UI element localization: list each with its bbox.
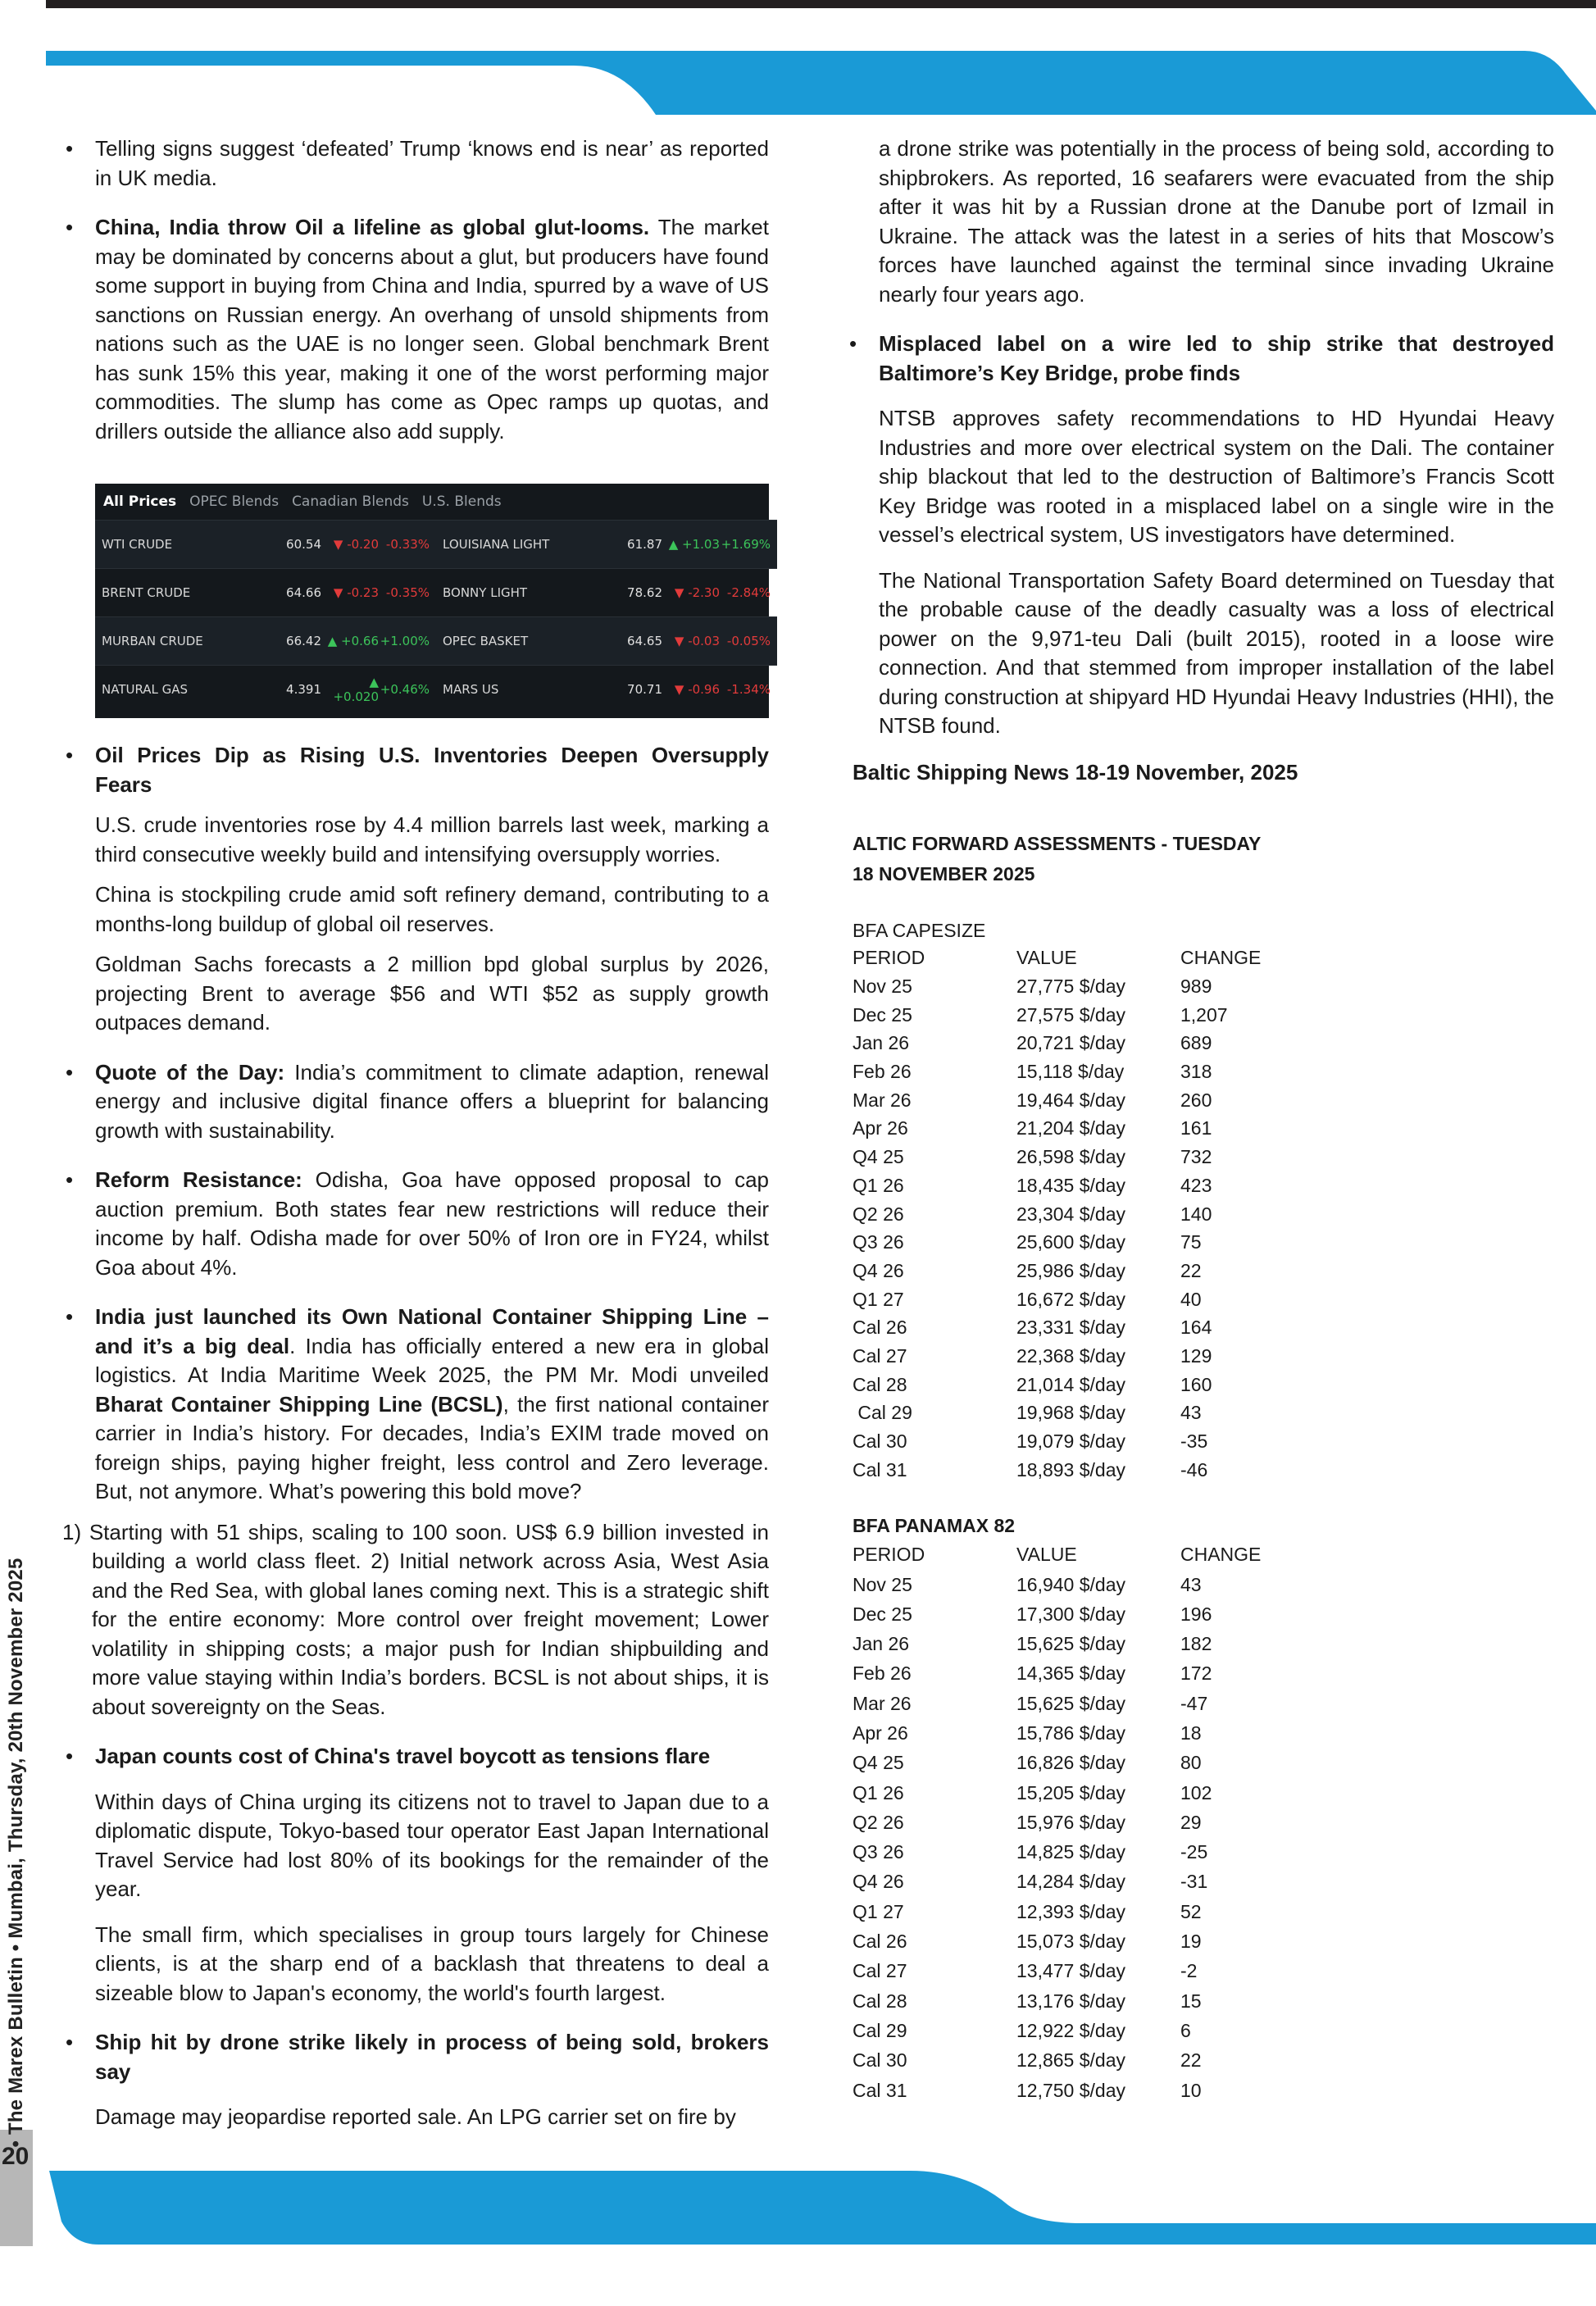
oil-price: 4.391 bbox=[286, 682, 321, 697]
oil-name: OPEC BASKET bbox=[443, 634, 529, 648]
value-cell: 15,073 $/day bbox=[1016, 1931, 1126, 1953]
headline: India just launched its Own National Container Shipping Line – and it’s a big deal bbox=[95, 1304, 769, 1358]
value-cell: 15,786 $/day bbox=[1016, 1722, 1126, 1744]
value-cell: 17,300 $/day bbox=[1016, 1603, 1126, 1625]
oil-percent: +1.00% bbox=[380, 634, 430, 648]
paragraph: The National Transportation Safety Board determined on Tuesday that the probable cause of the deadly casualty was a loss of electrical power on the 9,971-teu Dali (built 2015), rooted in a loose wire connection. And that stemmed from improper installation of the label during construction at shipyard HD Hyundai Heavy Industries (HHI), the NTSB found. bbox=[879, 567, 1554, 738]
value-cell: 15,118 $/day bbox=[1016, 1061, 1125, 1083]
body-text: India’s commitment to climate adaption, renewal energy and inclusive digital finance offers a blueprint for balancing growth with sustainability. bbox=[95, 1059, 769, 1143]
up-arrow-icon: ▲ bbox=[369, 675, 379, 689]
oil-change bbox=[662, 634, 720, 648]
table-row bbox=[853, 1897, 1261, 1926]
oil-change bbox=[662, 537, 720, 552]
running-footer: • The Marex Bulletin • Mumbai, Thursday, 20th November 2025 bbox=[5, 1558, 27, 2148]
change-cell: 1,207 bbox=[1180, 1003, 1228, 1026]
headline: Oil Prices Dip as Rising U.S. Inventories Deepen Oversupply Fears bbox=[95, 743, 769, 797]
value-cell: 12,922 $/day bbox=[1016, 2019, 1126, 2041]
headline: Japan counts cost of China's travel boycott as tensions flare bbox=[95, 1744, 711, 1768]
page-number: 20 bbox=[2, 2143, 30, 2170]
down-arrow-icon: ▼ bbox=[333, 537, 343, 552]
period-cell: Nov 25 bbox=[853, 976, 912, 998]
oil-price: 64.66 bbox=[286, 585, 321, 600]
value-cell: 15,205 $/day bbox=[1016, 1781, 1126, 1803]
period-cell: Cal 27 bbox=[853, 1960, 907, 1982]
value-cell: 18,435 $/day bbox=[1016, 1174, 1126, 1196]
period-cell: Q3 26 bbox=[853, 1841, 904, 1863]
change-cell: 18 bbox=[1180, 1722, 1202, 1744]
change-cell: -35 bbox=[1180, 1430, 1208, 1453]
tab-all-prices: All Prices bbox=[103, 493, 177, 510]
table-row bbox=[853, 1115, 1261, 1144]
paragraph: NTSB approves safety recommendations to HD Hyundai Heavy Industries and more over electrical system on the Dali. The container ship blackout that led to the destruction of Baltimore’s Francis Scott Key Bridge was rooted in a misplaced label on a single wire in the vessel’s electrical system, US investigators have determined. bbox=[879, 406, 1554, 547]
oil-grid bbox=[95, 520, 769, 713]
period-cell: Jan 26 bbox=[853, 1032, 910, 1054]
value-cell: 16,826 $/day bbox=[1016, 1752, 1126, 1774]
paragraph: China is stockpiling crude amid soft refinery demand, contributing to a months-long buildup of global oil reserves. bbox=[95, 882, 769, 936]
header-value: VALUE bbox=[1016, 947, 1077, 969]
oil-name: WTI CRUDE bbox=[102, 537, 173, 552]
value-cell: 19,968 $/day bbox=[1016, 1402, 1126, 1424]
period-cell: Cal 30 bbox=[853, 2049, 907, 2072]
value-cell: 12,865 $/day bbox=[1016, 2049, 1126, 2072]
oil-percent: +0.46% bbox=[380, 682, 430, 697]
table-row bbox=[853, 1986, 1261, 2016]
oil-price: 66.42 bbox=[286, 634, 321, 648]
oil-name: BRENT CRUDE bbox=[102, 585, 191, 600]
value-cell: 14,365 $/day bbox=[1016, 1662, 1126, 1685]
oil-change-value: +0.66 bbox=[341, 634, 379, 648]
value-cell: 23,304 $/day bbox=[1016, 1203, 1126, 1225]
table-row bbox=[853, 1086, 1261, 1115]
period-cell: Mar 26 bbox=[853, 1089, 912, 1111]
news-item-quote bbox=[66, 1058, 769, 1146]
change-cell: 196 bbox=[1180, 1603, 1212, 1625]
body-text: Odisha, Goa have opposed proposal to cap auction premium. Both states fear new restrictions will reduce their income by half. Odisha made for over 50% of Iron ore in FY24, whilst Goa about 4%. bbox=[95, 1167, 769, 1280]
oil-change-value: -2.30 bbox=[688, 585, 720, 600]
oil-change bbox=[321, 585, 379, 600]
oil-percent: -1.34% bbox=[726, 682, 771, 697]
table-row bbox=[853, 1659, 1261, 1689]
table-row bbox=[853, 1599, 1261, 1629]
change-cell: 989 bbox=[1180, 976, 1212, 998]
table-row bbox=[853, 1171, 1261, 1200]
oil-change bbox=[321, 634, 379, 648]
period-cell: Q1 27 bbox=[853, 1900, 904, 1922]
period-cell: Cal 26 bbox=[853, 1931, 907, 1953]
down-arrow-icon: ▼ bbox=[333, 585, 343, 600]
oil-row bbox=[95, 665, 436, 713]
period-cell: Cal 29 bbox=[853, 2019, 907, 2041]
period-cell: Apr 26 bbox=[853, 1722, 908, 1744]
change-cell: 318 bbox=[1180, 1061, 1212, 1083]
capesize-rows bbox=[853, 972, 1261, 1484]
table-row bbox=[853, 1570, 1261, 1599]
change-cell: 260 bbox=[1180, 1089, 1212, 1111]
table-row bbox=[853, 2046, 1261, 2076]
change-cell: 22 bbox=[1180, 2049, 1202, 2072]
value-cell: 13,477 $/day bbox=[1016, 1960, 1126, 1982]
body-text: . India has officially entered a new era in global logistics. At India Maritime Week 2025, the PM Mr. Modi unveiled bbox=[95, 1333, 769, 1387]
value-cell: 21,204 $/day bbox=[1016, 1117, 1126, 1139]
change-cell: -46 bbox=[1180, 1458, 1208, 1480]
change-cell: 160 bbox=[1180, 1373, 1212, 1395]
change-cell: 6 bbox=[1180, 2019, 1191, 2041]
footer-blue-band bbox=[0, 2164, 1596, 2246]
table-row bbox=[853, 1057, 1261, 1086]
oil-change bbox=[662, 682, 720, 697]
paragraph: Within days of China urging its citizens not to travel to Japan due to a diplomatic dispute, Tokyo-based tour operator East Japan International Travel Service had lost 80% of its bookings for the remainder of the year. bbox=[95, 1789, 769, 1901]
oil-percent: -2.84% bbox=[726, 585, 771, 600]
oil-change-value: -0.03 bbox=[688, 634, 720, 648]
header-value: VALUE bbox=[1016, 1544, 1077, 1566]
bold-text: Bharat Container Shipping Line (BCSL) bbox=[95, 1391, 503, 1417]
table-row bbox=[853, 1427, 1261, 1456]
value-cell: 12,750 $/day bbox=[1016, 2079, 1126, 2101]
change-cell: -25 bbox=[1180, 1841, 1208, 1863]
table-row bbox=[853, 1200, 1261, 1229]
change-cell: -31 bbox=[1180, 1871, 1208, 1893]
period-cell: Q1 26 bbox=[853, 1781, 904, 1803]
table-row bbox=[853, 1399, 1261, 1428]
table-row bbox=[853, 1749, 1261, 1778]
news-item-oil-dip bbox=[66, 741, 769, 799]
period-cell: Cal 30 bbox=[853, 1430, 907, 1453]
value-cell: 18,893 $/day bbox=[1016, 1458, 1126, 1480]
table-header-row bbox=[853, 1540, 1261, 1570]
change-cell: 129 bbox=[1180, 1344, 1212, 1367]
table-row bbox=[853, 972, 1261, 1001]
change-cell: 80 bbox=[1180, 1752, 1202, 1774]
period-cell: Mar 26 bbox=[853, 1692, 912, 1714]
down-arrow-icon: ▼ bbox=[674, 682, 684, 697]
change-cell: 75 bbox=[1180, 1231, 1202, 1253]
oil-price: 60.54 bbox=[286, 537, 321, 552]
capesize-title: BFA CAPESIZE bbox=[853, 919, 986, 941]
oil-prices-table bbox=[95, 484, 769, 718]
change-cell: 43 bbox=[1180, 1402, 1202, 1424]
table-row bbox=[853, 1629, 1261, 1658]
table-row bbox=[853, 1808, 1261, 1837]
table-row bbox=[853, 1285, 1261, 1314]
table-row bbox=[853, 1838, 1261, 1867]
change-cell: 15 bbox=[1180, 1990, 1202, 2012]
up-arrow-icon: ▲ bbox=[327, 634, 338, 648]
table-row bbox=[853, 1313, 1261, 1342]
table-row bbox=[853, 2076, 1261, 2105]
header-period: PERIOD bbox=[853, 1544, 925, 1566]
change-cell: 182 bbox=[1180, 1633, 1212, 1655]
change-cell: 689 bbox=[1180, 1032, 1212, 1054]
oil-price: 61.87 bbox=[627, 537, 662, 552]
table-row bbox=[853, 1456, 1261, 1485]
period-cell: Cal 31 bbox=[853, 1458, 907, 1480]
value-cell: 12,393 $/day bbox=[1016, 1900, 1126, 1922]
numbered-paragraph: 1) Starting with 51 ships, scaling to 100 soon. US$ 6.9 billion invested in building a world class fleet. 2) Initial network across Asia, West Asia and the Red Sea, with global lanes coming next. This is a strategic shift for the entire economy: More control over freight movement; Lower volatility in shipping costs; a major push for Indian shipbuilding and more value staying within India’s borders. BCSL is not about ships, it is about sovereignty on the Seas. bbox=[62, 1519, 769, 1719]
period-cell: Cal 31 bbox=[853, 2079, 907, 2101]
forward-title-line2: 18 NOVEMBER 2025 bbox=[853, 862, 1035, 885]
period-cell: Cal 29 bbox=[853, 1402, 912, 1424]
headline: Reform Resistance: bbox=[95, 1167, 302, 1192]
news-item-trump: • Telling signs suggest ‘defeated’ Trump ‘knows end is near’ as reported in UK media. bbox=[66, 134, 769, 193]
news-item-japan bbox=[66, 1742, 769, 1772]
capesize-section bbox=[853, 916, 1554, 1485]
period-cell: Feb 26 bbox=[853, 1662, 912, 1685]
oil-price: 64.65 bbox=[627, 634, 662, 648]
period-cell: Cal 28 bbox=[853, 1990, 907, 2012]
oil-change-value: -0.20 bbox=[347, 537, 379, 552]
oil-percent: -0.33% bbox=[385, 537, 430, 552]
oil-row bbox=[436, 568, 777, 616]
period-cell: Nov 25 bbox=[853, 1573, 912, 1595]
table-row bbox=[853, 1001, 1261, 1030]
body-text: , the first national container carrier in India’s history. For decades, India’s EXIM trade moved on foreign ships, paying higher freight, less control and Zero leverage. But, not anymore. What’s powering this bold move? bbox=[95, 1391, 769, 1503]
value-cell: 19,464 $/day bbox=[1016, 1089, 1126, 1111]
oil-name: MARS US bbox=[443, 682, 499, 697]
period-cell: Dec 25 bbox=[853, 1003, 912, 1026]
change-cell: 161 bbox=[1180, 1117, 1212, 1139]
table-row bbox=[853, 1689, 1261, 1718]
table-row bbox=[853, 1957, 1261, 1986]
period-cell: Cal 28 bbox=[853, 1373, 907, 1395]
table-row bbox=[853, 1867, 1261, 1897]
oil-change-value: +1.03 bbox=[682, 537, 720, 552]
paragraph: The small firm, which specialises in group tours largely for Chinese clients, is at the sharp end of a backlash that threatens to deal a sizeable blow to Japan's economy, the world's fourth largest. bbox=[95, 1922, 769, 2005]
header-change: CHANGE bbox=[1180, 1544, 1262, 1566]
down-arrow-icon: ▼ bbox=[674, 634, 684, 648]
capesize-table bbox=[853, 944, 1261, 1485]
table-row bbox=[853, 1718, 1261, 1748]
news-item-oil-lifeline bbox=[66, 213, 769, 446]
oil-row bbox=[95, 568, 436, 616]
headline: Quote of the Day: bbox=[95, 1059, 285, 1085]
paragraph: a drone strike was potentially in the process of being sold, according to shipbrokers. As reported, 16 seafarers were evacuated from the ship after it was hit by a Russian drone at the Danube port of Izmail in Ukraine. The attack was the latest in a series of hits that Moscow’s forces have launched against the terminal since invading Ukraine nearly four years ago. bbox=[879, 136, 1554, 307]
period-cell: Q2 26 bbox=[853, 1811, 904, 1833]
news-item-bcsl bbox=[66, 1303, 769, 1507]
headline: China, India throw Oil a lifeline as global glut-looms. bbox=[95, 215, 650, 239]
top-rule bbox=[46, 0, 1596, 8]
oil-percent: -0.35% bbox=[385, 585, 430, 600]
value-cell: 14,825 $/day bbox=[1016, 1841, 1126, 1863]
table-row bbox=[853, 1257, 1261, 1285]
value-cell: 25,986 $/day bbox=[1016, 1259, 1126, 1281]
table-row bbox=[853, 1342, 1261, 1371]
oil-row bbox=[95, 520, 436, 568]
forward-title-line1: ALTIC FORWARD ASSESSMENTS - TUESDAY bbox=[853, 832, 1262, 854]
oil-name: MURBAN CRUDE bbox=[102, 634, 203, 648]
period-cell: Q2 26 bbox=[853, 1203, 904, 1225]
period-cell: Q3 26 bbox=[853, 1231, 904, 1253]
oil-percent: +1.69% bbox=[721, 537, 771, 552]
period-cell: Cal 26 bbox=[853, 1317, 907, 1339]
oil-price: 78.62 bbox=[627, 585, 662, 600]
change-cell: 40 bbox=[1180, 1288, 1202, 1310]
value-cell: 15,976 $/day bbox=[1016, 1811, 1126, 1833]
value-cell: 13,176 $/day bbox=[1016, 1990, 1126, 2012]
panamax-rows bbox=[853, 1570, 1261, 2105]
period-cell: Q1 26 bbox=[853, 1174, 904, 1196]
news-item-key-bridge bbox=[849, 330, 1554, 388]
period-cell: Feb 26 bbox=[853, 1061, 912, 1083]
oil-name: NATURAL GAS bbox=[102, 682, 189, 697]
change-cell: 102 bbox=[1180, 1781, 1212, 1803]
table-row bbox=[853, 1228, 1261, 1257]
news-item-drone bbox=[66, 2028, 769, 2086]
value-cell: 25,600 $/day bbox=[1016, 1231, 1126, 1253]
change-cell: 52 bbox=[1180, 1900, 1202, 1922]
period-cell: Q4 25 bbox=[853, 1752, 904, 1774]
left-column bbox=[62, 134, 771, 2132]
value-cell: 19,079 $/day bbox=[1016, 1430, 1126, 1453]
value-cell: 22,368 $/day bbox=[1016, 1344, 1126, 1367]
up-arrow-icon: ▲ bbox=[668, 537, 679, 552]
table-row bbox=[853, 1143, 1261, 1171]
change-cell: 22 bbox=[1180, 1259, 1202, 1281]
change-cell: 140 bbox=[1180, 1203, 1212, 1225]
panamax-table bbox=[853, 1540, 1261, 2106]
value-cell: 26,598 $/day bbox=[1016, 1146, 1126, 1168]
change-cell: 19 bbox=[1180, 1931, 1202, 1953]
baltic-heading: Baltic Shipping News 18-19 November, 2025 bbox=[853, 759, 1298, 785]
tab-opec-blends: OPEC Blends bbox=[189, 493, 280, 510]
paragraph: Goldman Sachs forecasts a 2 million bpd global surplus by 2026, projecting Brent to average $56 and WTI $52 as supply growth outpaces demand. bbox=[95, 952, 769, 1035]
oil-change bbox=[321, 537, 379, 552]
oil-change-value: -0.96 bbox=[688, 682, 720, 697]
news-item-reform bbox=[66, 1166, 769, 1282]
table-header-row bbox=[853, 944, 1261, 973]
value-cell: 20,721 $/day bbox=[1016, 1032, 1126, 1054]
header-blue-band bbox=[0, 49, 1596, 115]
oil-row bbox=[95, 616, 436, 665]
paragraph: U.S. crude inventories rose by 4.4 million barrels last week, marking a third consecutive weekly build and intensifying oversupply worries. bbox=[95, 812, 769, 866]
body-text: The market may be dominated by concerns about a glut, but producers have found some support in buying from China and India, spurred by a wave of US sanctions on Russian energy. An overhang of unsold shipments from nations such as the UAE is no longer seen. Global benchmark Brent has sunk 15% this year, making it one of the worst performing major commodities. The slump has come as Opec ramps up quotas, and drillers outside the alliance also add supply. bbox=[95, 215, 769, 443]
value-cell: 16,672 $/day bbox=[1016, 1288, 1126, 1310]
period-cell: Dec 25 bbox=[853, 1603, 912, 1625]
oil-percent: -0.05% bbox=[726, 634, 771, 648]
oil-name: LOUISIANA LIGHT bbox=[443, 537, 550, 552]
oil-price: 70.71 bbox=[627, 682, 662, 697]
value-cell: 16,940 $/day bbox=[1016, 1573, 1126, 1595]
tab-canadian-blends: Canadian Blends bbox=[292, 493, 409, 510]
header-period: PERIOD bbox=[853, 947, 925, 969]
period-cell: Q4 25 bbox=[853, 1146, 904, 1168]
forward-assessments bbox=[849, 829, 1554, 889]
headline: Ship hit by drone strike likely in process of being sold, brokers say bbox=[95, 2030, 769, 2084]
oil-name: BONNY LIGHT bbox=[443, 585, 528, 600]
value-cell: 23,331 $/day bbox=[1016, 1317, 1126, 1339]
right-column bbox=[849, 134, 1554, 2105]
value-cell: 27,775 $/day bbox=[1016, 976, 1126, 998]
table-row bbox=[853, 2016, 1261, 2045]
change-cell: -2 bbox=[1180, 1960, 1198, 1982]
table-row bbox=[853, 1030, 1261, 1058]
oil-change bbox=[662, 585, 720, 600]
change-cell: 164 bbox=[1180, 1317, 1212, 1339]
period-cell: Apr 26 bbox=[853, 1117, 908, 1139]
headline: Misplaced label on a wire led to ship strike that destroyed Baltimore’s Key Bridge, probe finds bbox=[879, 331, 1554, 385]
value-cell: 21,014 $/day bbox=[1016, 1373, 1126, 1395]
value-cell: 15,625 $/day bbox=[1016, 1633, 1126, 1655]
down-arrow-icon: ▼ bbox=[674, 585, 684, 600]
panamax-title: BFA PANAMAX 82 bbox=[853, 1514, 1016, 1536]
period-cell: Q4 26 bbox=[853, 1259, 904, 1281]
table-row bbox=[853, 1371, 1261, 1399]
oil-change-value: +0.020 bbox=[333, 689, 379, 704]
oil-change-value: -0.23 bbox=[347, 585, 379, 600]
period-cell: Q4 26 bbox=[853, 1871, 904, 1893]
table-row bbox=[853, 1926, 1261, 1956]
paragraph: Damage may jeopardise reported sale. An LPG carrier set on fire by bbox=[95, 2104, 736, 2129]
period-cell: Jan 26 bbox=[853, 1633, 910, 1655]
oil-row bbox=[436, 520, 777, 568]
panamax-section bbox=[853, 1511, 1554, 2106]
change-cell: 43 bbox=[1180, 1573, 1202, 1595]
oil-change bbox=[321, 675, 379, 704]
header-change: CHANGE bbox=[1180, 947, 1262, 969]
change-cell: 732 bbox=[1180, 1146, 1212, 1168]
change-cell: -47 bbox=[1180, 1692, 1208, 1714]
table-row bbox=[853, 1778, 1261, 1808]
value-cell: 27,575 $/day bbox=[1016, 1003, 1126, 1026]
change-cell: 29 bbox=[1180, 1811, 1202, 1833]
period-cell: Q1 27 bbox=[853, 1288, 904, 1310]
change-cell: 423 bbox=[1180, 1174, 1212, 1196]
value-cell: 15,625 $/day bbox=[1016, 1692, 1126, 1714]
tab-us-blends: U.S. Blends bbox=[421, 493, 502, 510]
change-cell: 10 bbox=[1180, 2079, 1202, 2101]
oil-tabs bbox=[95, 484, 769, 520]
period-cell: Cal 27 bbox=[853, 1344, 907, 1367]
oil-row bbox=[436, 665, 777, 713]
oil-row bbox=[436, 616, 777, 665]
change-cell: 172 bbox=[1180, 1662, 1212, 1685]
value-cell: 14,284 $/day bbox=[1016, 1871, 1126, 1893]
